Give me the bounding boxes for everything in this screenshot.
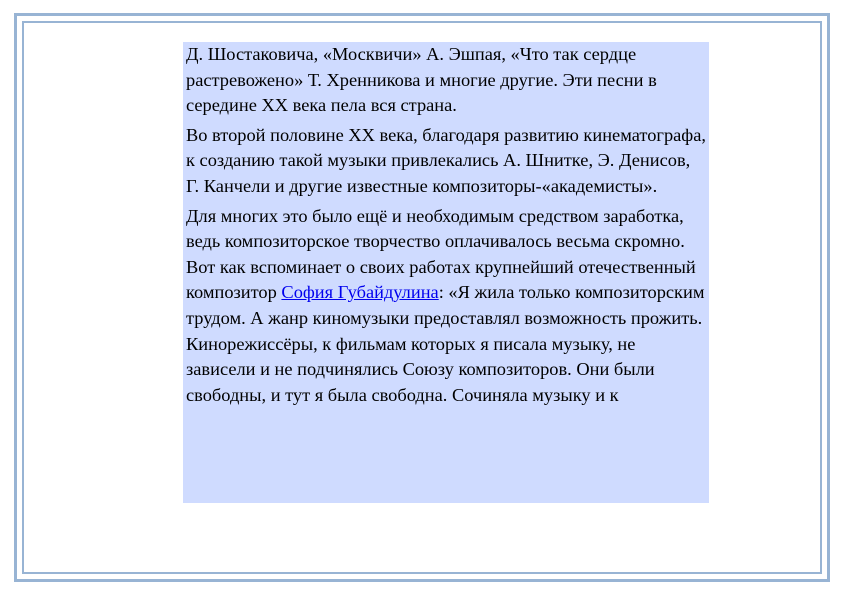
text-block bbox=[183, 42, 709, 503]
paragraph-3-text-after-link: : «Я жила только композиторским трудом. А жанр киномузыки предоставлял возможность прожить. Кинорежиссёры, к фильмам которых я писала музыку, не зависели и не подчинялись Союзу композиторов. Они были свободны, и тут я была свободна. Сочиняла музыку и к bbox=[186, 282, 705, 405]
paragraph-1: Д. Шостаковича, «Москвичи» А. Эшпая, «Что так сердце растревожено» Т. Хренникова и многие другие. Эти песни в середине XX века пела вся страна. bbox=[186, 44, 657, 116]
sofia-gubaidulina-link[interactable]: София Губайдулина bbox=[281, 282, 439, 303]
paragraph-2: Во второй половине XX века, благодаря развитию кинематографа, к созданию такой музыки привлекались А. Шнитке, Э. Денисов, Г. Канчели и другие известные композиторы-«академисты». bbox=[186, 124, 706, 196]
paragraph-3 bbox=[186, 204, 706, 409]
paragraph-3-text-before-link: Для многих это было ещё и необходимым средством заработка, ведь композиторское творчество оплачивалось весьма скромно. Вот как вспоминает о своих работах крупнейший отечественный композитор bbox=[186, 205, 696, 303]
